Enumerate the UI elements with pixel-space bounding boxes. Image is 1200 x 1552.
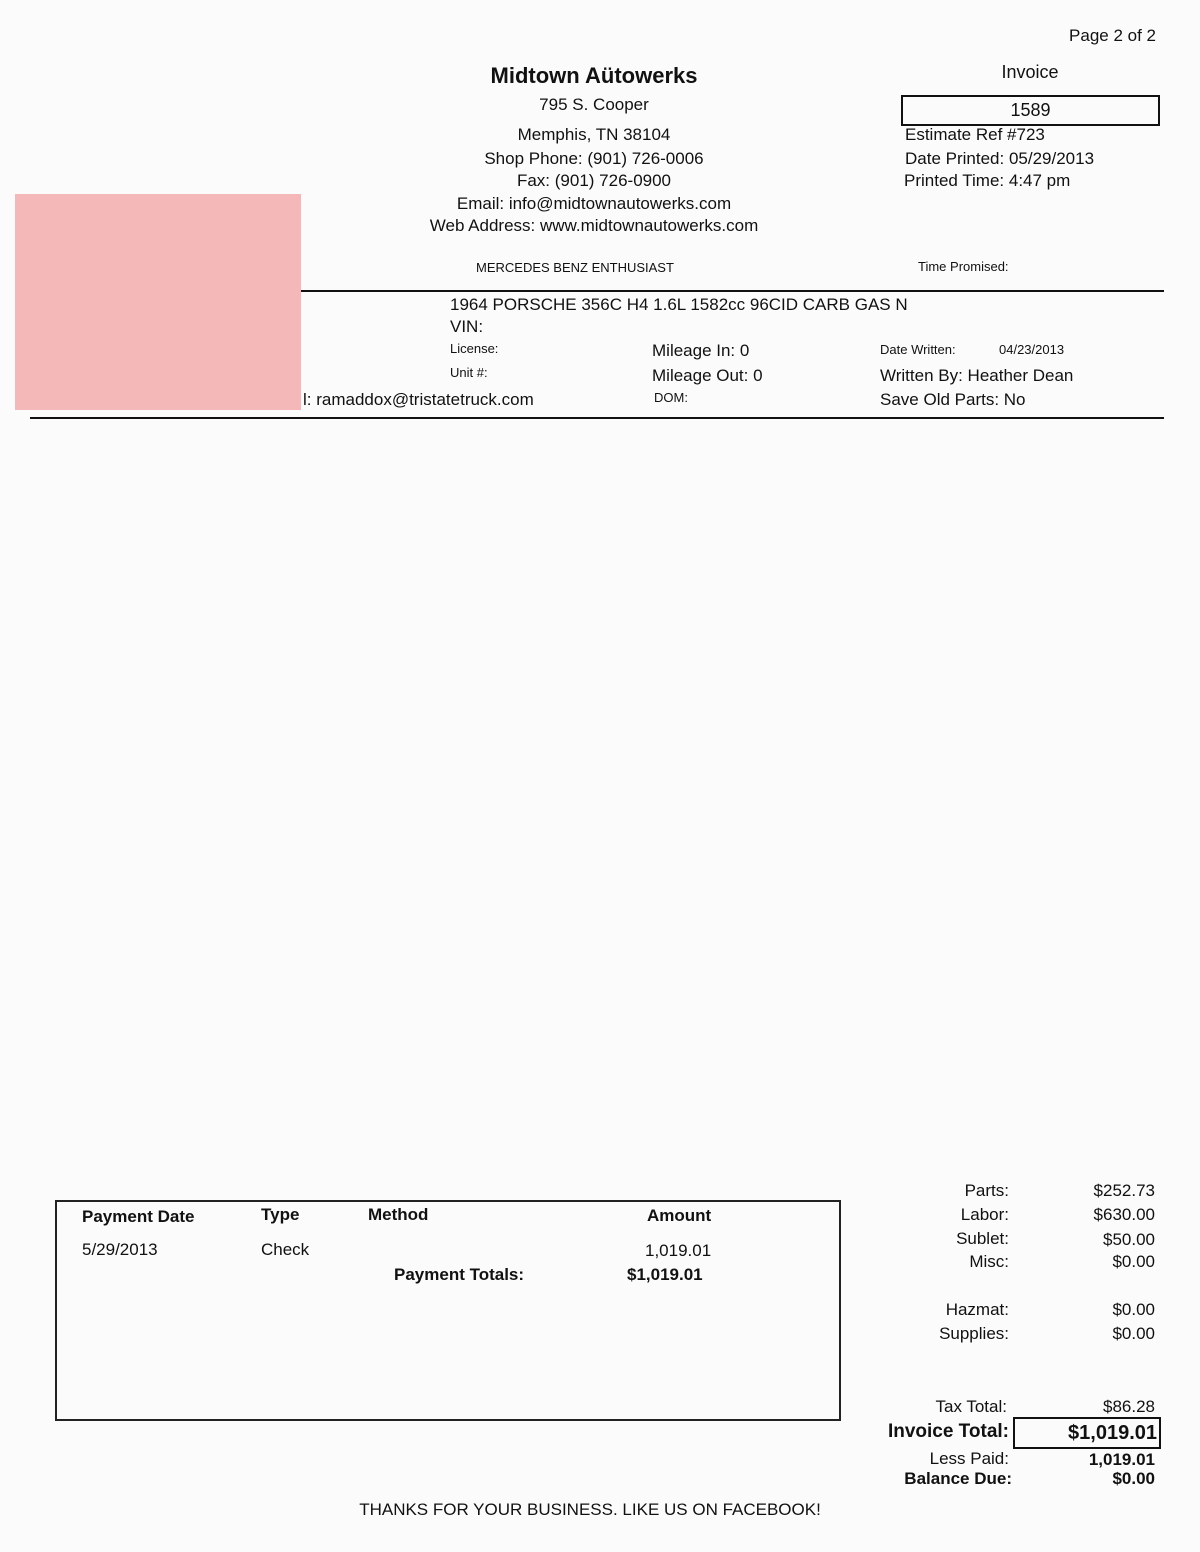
save-old-parts: Save Old Parts: No [880,390,1026,409]
parts-value: $252.73 [1093,1181,1155,1200]
payment-method-header: Method [368,1205,429,1224]
payment-type-header: Type [261,1205,300,1224]
supplies-label: Supplies: [939,1324,1009,1343]
shop-phone: Shop Phone: (901) 726-0006 [484,149,704,168]
payment-totals-label: Payment Totals: [394,1265,525,1284]
printed-time: Printed Time: 4:47 pm [904,171,1071,190]
labor-label: Labor: [960,1205,1009,1224]
payment-table [55,1200,841,1421]
sublet-label: Sublet: [956,1229,1009,1248]
date-written-label: Date Written: [880,342,956,357]
hazmat-label: Hazmat: [945,1300,1009,1319]
redaction-note [15,194,301,410]
parts-label: Parts: [964,1181,1009,1200]
vehicle-divider [30,417,1164,419]
footer-message: THANKS FOR YOUR BUSINESS. LIKE US ON FACEBOOK! [359,1500,821,1519]
vehicle-description: 1964 PORSCHE 356C H4 1.6L 1582cc 96CID CARB GAS N [450,295,908,314]
payment-row-date: 5/29/2013 [82,1240,158,1259]
shop-name: Midtown Aütowerks [490,63,698,88]
shop-address: 795 S. Cooper [539,95,649,114]
vin-label: VIN: [450,317,484,336]
less-paid-label: Less Paid: [929,1449,1009,1468]
license-label: License: [450,341,499,356]
time-promised: Time Promised: [918,259,1009,274]
shop-web: Web Address: www.midtownautowerks.com [429,216,759,235]
page-number: Page 2 of 2 [1069,26,1156,45]
labor-value: $630.00 [1093,1205,1155,1224]
estimate-ref: Estimate Ref #723 [905,125,1045,144]
misc-value: $0.00 [1112,1252,1155,1271]
tax-label: Tax Total: [935,1397,1007,1416]
balance-due-value: $0.00 [1112,1469,1155,1488]
customer-email: l: ramaddox@tristatetruck.com [303,390,534,409]
date-written: 04/23/2013 [999,342,1065,357]
misc-label: Misc: [969,1252,1009,1271]
mileage-out: Mileage Out: 0 [652,366,763,385]
dom-label: DOM: [654,390,688,405]
hazmat-value: $0.00 [1112,1300,1155,1319]
written-by: Written By: Heather Dean [880,366,1074,385]
invoice-total-value: $1,019.01 [1013,1417,1161,1449]
sublet-value: $50.00 [1103,1230,1155,1249]
payment-totals-value: $1,019.01 [627,1265,703,1284]
mileage-in: Mileage In: 0 [652,341,750,360]
payment-row-type: Check [261,1240,310,1259]
less-paid-value: 1,019.01 [1088,1450,1155,1469]
invoice-number: 1589 [901,95,1160,126]
tax-value: $86.28 [1103,1397,1155,1416]
shop-tagline: MERCEDES BENZ ENTHUSIAST [476,260,674,275]
shop-city: Memphis, TN 38104 [517,125,671,144]
date-printed: Date Printed: 05/29/2013 [905,149,1095,168]
header-divider [301,290,1164,292]
balance-due-label: Balance Due: [904,1469,1012,1488]
payment-row-amount: 1,019.01 [645,1241,712,1260]
payment-date-header: Payment Date [82,1207,195,1226]
invoice-label: Invoice [1001,62,1059,82]
invoice-total-label: Invoice Total: [887,1421,1009,1442]
unit-label: Unit #: [450,365,488,380]
shop-email: Email: info@midtownautowerks.com [456,194,732,213]
supplies-value: $0.00 [1112,1324,1155,1343]
payment-amount-header: Amount [647,1206,712,1225]
shop-fax: Fax: (901) 726-0900 [516,171,672,190]
